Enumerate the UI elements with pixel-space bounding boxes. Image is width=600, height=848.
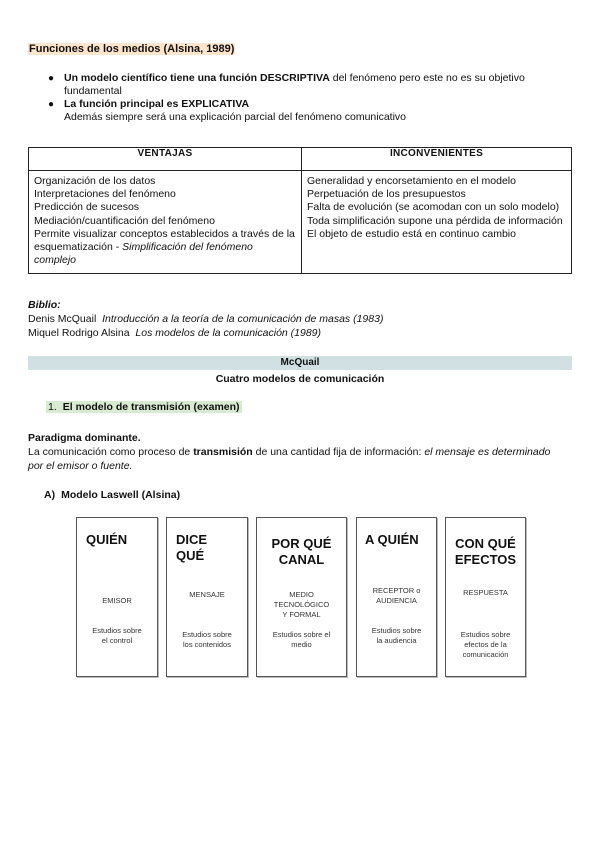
laswell-box-title: DICE QUÉ: [176, 532, 208, 563]
header-inconvenientes: INCONVENIENTES: [302, 148, 572, 171]
table-row: [29, 171, 572, 274]
inconveniente-item: Falta de evolución (se acomodan con un solo modelo): [307, 201, 560, 214]
paradigm-text: La comunicación como proceso de: [28, 446, 194, 458]
laswell-box: [445, 517, 526, 677]
laswell-box-study: Estudios sobre los contenidos: [182, 630, 232, 649]
ventaja-item: Predicción de sucesos: [34, 201, 140, 214]
biblio-author: Miquel Rodrigo Alsina: [28, 327, 130, 339]
biblio-title: Los modelos de la comunicación (1989): [135, 327, 322, 339]
biblio-title: Introducción a la teoría de la comunicación de masas (1983): [102, 313, 384, 325]
laswell-box-role: RESPUESTA: [463, 588, 508, 597]
biblio-entry: [28, 326, 383, 340]
inconveniente-item: El objeto de estudio está en continuo cambio: [307, 227, 516, 240]
laswell-box: [76, 517, 158, 677]
laswell-box-study: Estudios sobre el medio: [272, 630, 331, 649]
pros-cons-table: [28, 147, 572, 274]
laswell-box-role: EMISOR: [102, 596, 132, 605]
numbered-heading: [46, 401, 242, 413]
laswell-box: [356, 517, 437, 677]
laswell-box-role: MEDIO TECNOLÓGICO Y FORMAL: [273, 590, 330, 619]
laswell-box: [256, 517, 347, 677]
paradigm-text: de una cantidad fija de información:: [252, 446, 425, 458]
ventaja-italic: Simplificación del fenómeno complejo: [34, 241, 253, 267]
laswell-box: [166, 517, 248, 677]
ventajas-cell: [29, 171, 302, 274]
inconveniente-item: Generalidad y encorsetamiento en el modelo: [307, 175, 516, 187]
ventaja-item: Organización de los datos: [34, 175, 156, 187]
bullet-dot-icon: ●: [48, 73, 55, 84]
model-letter: A): [44, 489, 56, 501]
ventaja-item: Mediación/cuantificación del fenómeno: [34, 214, 215, 227]
section-band-mcquail: McQuail: [28, 356, 572, 370]
laswell-box-study: Estudios sobre el control: [92, 626, 142, 645]
table-header-row: [29, 148, 572, 171]
paradigm-paragraph: [28, 431, 568, 473]
bullet-subtext: Además siempre será una explicación parcial del fenómeno comunicativo: [64, 111, 407, 123]
biblio-heading: Biblio:: [28, 299, 61, 311]
laswell-box-title: QUIÉN: [86, 532, 128, 547]
header-ventajas: VENTAJAS: [29, 148, 302, 171]
paradigm-italic: el mensaje es determinado por el emisor o fuente.: [28, 446, 551, 472]
ventaja-item: [34, 228, 296, 268]
laswell-box-role: MENSAJE: [189, 590, 225, 599]
model-label: Modelo Laswell (Alsina): [61, 489, 181, 501]
laswell-box-title: POR QUÉ CANAL: [271, 536, 332, 567]
bullet-item: [48, 72, 568, 98]
functions-bullet-list: [48, 72, 568, 124]
laswell-box-study: Estudios sobre efectos de la comunicación: [460, 630, 511, 659]
laswell-box-study: Estudios sobre la audiencia: [371, 626, 422, 645]
laswell-box-role: RECEPTOR o AUDIENCIA: [372, 586, 421, 605]
bibliography: [28, 298, 383, 340]
inconveniente-item: Perpetuación de los presupuestos: [307, 188, 466, 201]
bullet-bold-text: Un modelo científico tiene una función DESCRIPTIVA: [64, 72, 330, 84]
biblio-entry: [28, 312, 383, 326]
bullet-bold-text: La función principal es EXPLICATIVA: [64, 98, 250, 110]
ventaja-item: Interpretaciones del fenómeno: [34, 188, 176, 201]
section-subtitle: Cuatro modelos de comunicación: [215, 373, 385, 385]
bullet-dot-icon: ●: [48, 99, 55, 110]
paradigm-bold: transmisión: [193, 446, 253, 458]
laswell-box-title: A QUIÉN: [365, 532, 419, 547]
paradigm-heading: Paradigma dominante.: [28, 432, 141, 444]
bullet-text: del fenómeno pero este no es su objetivo fundamental: [64, 72, 525, 97]
biblio-author: Denis McQuail: [28, 313, 97, 325]
inconveniente-item: Toda simplificación supone una pérdida de información: [307, 214, 563, 227]
model-a-heading: [44, 489, 180, 501]
inconvenientes-cell: [302, 171, 572, 274]
item-number: 1.: [48, 401, 57, 413]
item-label: El modelo de transmisión (examen): [62, 401, 240, 413]
laswell-box-title: CON QUÉ EFECTOS: [454, 536, 517, 567]
bullet-item: [48, 98, 568, 124]
section-heading-funciones: Funciones de los medios (Alsina, 1989): [29, 43, 235, 55]
ventaja-text: Permite visualizar conceptos establecidos a través de la esquematización -: [34, 227, 295, 254]
